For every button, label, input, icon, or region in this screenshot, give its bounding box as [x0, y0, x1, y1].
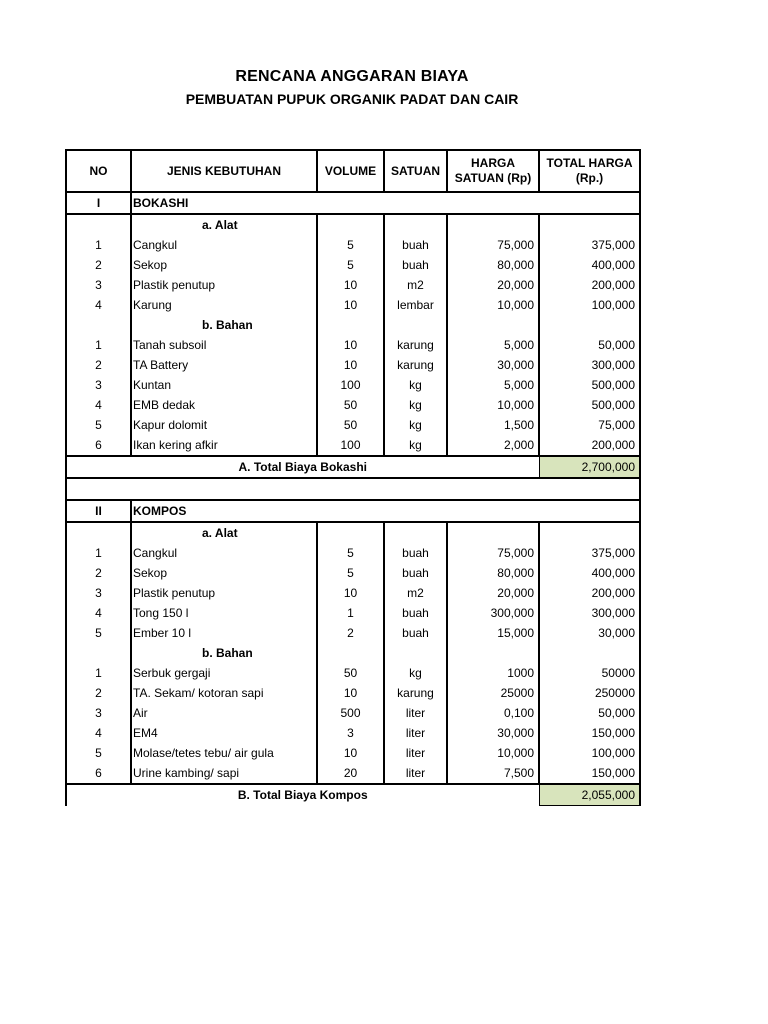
cell-volume: 1	[317, 603, 384, 623]
cell-harga: 10,000	[447, 295, 539, 315]
table-row	[66, 763, 640, 784]
empty-cell	[384, 643, 447, 663]
cell-no: 4	[66, 723, 131, 743]
cell-harga: 0,100	[447, 703, 539, 723]
group-row	[66, 522, 640, 543]
table-row	[66, 335, 640, 355]
cell-harga: 75,000	[447, 543, 539, 563]
table-row	[66, 663, 640, 683]
cell-no: 4	[66, 395, 131, 415]
section-total-amount: 2,055,000	[539, 784, 640, 806]
cell-total: 100,000	[539, 743, 640, 763]
cell-volume: 50	[317, 663, 384, 683]
header-volume: VOLUME	[317, 150, 384, 192]
cell-no: 3	[66, 583, 131, 603]
cell-jenis: Molase/tetes tebu/ air gula	[131, 743, 317, 763]
empty-cell	[539, 522, 640, 543]
cell-satuan: liter	[384, 723, 447, 743]
header-row	[66, 150, 640, 192]
group-row	[66, 315, 640, 335]
cell-total: 100,000	[539, 295, 640, 315]
header-no: NO	[66, 150, 131, 192]
section-total-row	[66, 784, 640, 806]
cell-harga: 30,000	[447, 723, 539, 743]
table-row	[66, 275, 640, 295]
empty-cell	[384, 522, 447, 543]
cell-volume: 100	[317, 435, 384, 456]
table-row	[66, 723, 640, 743]
header-jenis: JENIS KEBUTUHAN	[131, 150, 317, 192]
cell-harga: 75,000	[447, 235, 539, 255]
section-total-label: A. Total Biaya Bokashi	[66, 456, 539, 478]
table-row	[66, 743, 640, 763]
empty-cell	[317, 214, 384, 235]
cell-total: 300,000	[539, 603, 640, 623]
cell-satuan: kg	[384, 395, 447, 415]
spacer-row	[66, 478, 640, 500]
cell-volume: 3	[317, 723, 384, 743]
table-row	[66, 583, 640, 603]
empty-cell	[447, 643, 539, 663]
budget-table	[65, 149, 641, 806]
empty-cell	[539, 315, 640, 335]
cell-total: 200,000	[539, 435, 640, 456]
cell-satuan: karung	[384, 335, 447, 355]
table-row	[66, 415, 640, 435]
cell-volume: 50	[317, 415, 384, 435]
cell-volume: 10	[317, 275, 384, 295]
table-row	[66, 375, 640, 395]
cell-total: 500,000	[539, 395, 640, 415]
cell-jenis: Cangkul	[131, 235, 317, 255]
empty-cell	[447, 315, 539, 335]
cell-harga: 5,000	[447, 375, 539, 395]
cell-total: 200,000	[539, 583, 640, 603]
section-title: BOKASHI	[131, 192, 640, 214]
cell-volume: 10	[317, 683, 384, 703]
group-label: a. Alat	[131, 214, 317, 235]
cell-satuan: buah	[384, 623, 447, 643]
group-no-cell	[66, 522, 131, 543]
group-label: a. Alat	[131, 522, 317, 543]
cell-jenis: Serbuk gergaji	[131, 663, 317, 683]
cell-harga: 20,000	[447, 583, 539, 603]
cell-satuan: karung	[384, 355, 447, 375]
group-row	[66, 643, 640, 663]
cell-no: 3	[66, 375, 131, 395]
cell-harga: 25000	[447, 683, 539, 703]
cell-jenis: Plastik penutup	[131, 275, 317, 295]
cell-harga: 5,000	[447, 335, 539, 355]
cell-volume: 5	[317, 563, 384, 583]
section-total-label: B. Total Biaya Kompos	[66, 784, 539, 806]
cell-harga: 80,000	[447, 255, 539, 275]
document-subtitle: PEMBUATAN PUPUK ORGANIK PADAT DAN CAIR	[185, 91, 519, 107]
section-row	[66, 500, 640, 522]
cell-jenis: Ember 10 l	[131, 623, 317, 643]
group-row	[66, 214, 640, 235]
cell-jenis: Plastik penutup	[131, 583, 317, 603]
cell-satuan: kg	[384, 663, 447, 683]
table-row	[66, 623, 640, 643]
cell-jenis: Kuntan	[131, 375, 317, 395]
cell-satuan: buah	[384, 255, 447, 275]
cell-jenis: Air	[131, 703, 317, 723]
cell-harga: 80,000	[447, 563, 539, 583]
cell-harga: 2,000	[447, 435, 539, 456]
cell-no: 1	[66, 663, 131, 683]
empty-cell	[317, 643, 384, 663]
cell-satuan: liter	[384, 763, 447, 784]
section-number: I	[66, 192, 131, 214]
cell-satuan: kg	[384, 375, 447, 395]
section-total-row	[66, 456, 640, 478]
cell-volume: 10	[317, 355, 384, 375]
cell-total: 50,000	[539, 335, 640, 355]
cell-no: 2	[66, 683, 131, 703]
table-body	[66, 192, 640, 806]
empty-cell	[384, 315, 447, 335]
cell-volume: 100	[317, 375, 384, 395]
cell-no: 6	[66, 435, 131, 456]
cell-jenis: Sekop	[131, 563, 317, 583]
cell-no: 1	[66, 235, 131, 255]
cell-satuan: karung	[384, 683, 447, 703]
empty-cell	[447, 522, 539, 543]
cell-satuan: m2	[384, 275, 447, 295]
section-total-amount: 2,700,000	[539, 456, 640, 478]
table-row	[66, 435, 640, 456]
cell-jenis: Kapur dolomit	[131, 415, 317, 435]
cell-no: 5	[66, 623, 131, 643]
cell-harga: 1,500	[447, 415, 539, 435]
cell-jenis: Sekop	[131, 255, 317, 275]
cell-total: 50000	[539, 663, 640, 683]
cell-total: 30,000	[539, 623, 640, 643]
cell-satuan: liter	[384, 703, 447, 723]
cell-total: 300,000	[539, 355, 640, 375]
header-satuan: SATUAN	[384, 150, 447, 192]
cell-total: 500,000	[539, 375, 640, 395]
cell-volume: 10	[317, 295, 384, 315]
cell-volume: 5	[317, 235, 384, 255]
table-row	[66, 603, 640, 623]
empty-cell	[539, 214, 640, 235]
cell-satuan: buah	[384, 563, 447, 583]
cell-jenis: EM4	[131, 723, 317, 743]
cell-volume: 50	[317, 395, 384, 415]
cell-total: 375,000	[539, 543, 640, 563]
empty-cell	[447, 214, 539, 235]
cell-no: 2	[66, 255, 131, 275]
cell-no: 3	[66, 275, 131, 295]
group-label: b. Bahan	[131, 315, 317, 335]
table-row	[66, 543, 640, 563]
cell-volume: 10	[317, 335, 384, 355]
cell-volume: 500	[317, 703, 384, 723]
cell-total: 400,000	[539, 255, 640, 275]
table-row	[66, 355, 640, 375]
table-row	[66, 235, 640, 255]
cell-harga: 10,000	[447, 743, 539, 763]
cell-no: 2	[66, 355, 131, 375]
table-row	[66, 703, 640, 723]
cell-satuan: m2	[384, 583, 447, 603]
cell-total: 250000	[539, 683, 640, 703]
cell-jenis: Karung	[131, 295, 317, 315]
cell-harga: 20,000	[447, 275, 539, 295]
cell-jenis: TA Battery	[131, 355, 317, 375]
cell-harga: 30,000	[447, 355, 539, 375]
spacer-cell	[66, 478, 640, 500]
section-number: II	[66, 500, 131, 522]
cell-jenis: Tong 150 l	[131, 603, 317, 623]
cell-jenis: Tanah subsoil	[131, 335, 317, 355]
cell-no: 4	[66, 603, 131, 623]
cell-volume: 10	[317, 743, 384, 763]
cell-no: 1	[66, 543, 131, 563]
group-no-cell	[66, 214, 131, 235]
header-total: TOTAL HARGA (Rp.)	[539, 150, 640, 192]
cell-harga: 15,000	[447, 623, 539, 643]
cell-total: 200,000	[539, 275, 640, 295]
cell-total: 400,000	[539, 563, 640, 583]
cell-jenis: Ikan kering afkir	[131, 435, 317, 456]
cell-satuan: liter	[384, 743, 447, 763]
group-no-cell	[66, 643, 131, 663]
group-label: b. Bahan	[131, 643, 317, 663]
cell-total: 50,000	[539, 703, 640, 723]
group-no-cell	[66, 315, 131, 335]
cell-no: 2	[66, 563, 131, 583]
cell-satuan: kg	[384, 435, 447, 456]
cell-total: 75,000	[539, 415, 640, 435]
cell-satuan: buah	[384, 603, 447, 623]
cell-jenis: EMB dedak	[131, 395, 317, 415]
cell-satuan: buah	[384, 235, 447, 255]
cell-no: 3	[66, 703, 131, 723]
cell-no: 5	[66, 743, 131, 763]
document-title: RENCANA ANGGARAN BIAYA	[235, 68, 469, 85]
empty-cell	[539, 643, 640, 663]
header-harga: HARGA SATUAN (Rp)	[447, 150, 539, 192]
cell-satuan: lembar	[384, 295, 447, 315]
cell-harga: 10,000	[447, 395, 539, 415]
cell-harga: 300,000	[447, 603, 539, 623]
table-row	[66, 683, 640, 703]
section-title: KOMPOS	[131, 500, 640, 522]
cell-no: 5	[66, 415, 131, 435]
cell-volume: 5	[317, 255, 384, 275]
table-row	[66, 395, 640, 415]
cell-volume: 20	[317, 763, 384, 784]
cell-harga: 7,500	[447, 763, 539, 784]
cell-jenis: Cangkul	[131, 543, 317, 563]
cell-volume: 10	[317, 583, 384, 603]
cell-satuan: kg	[384, 415, 447, 435]
cell-total: 150,000	[539, 763, 640, 784]
cell-jenis: TA. Sekam/ kotoran sapi	[131, 683, 317, 703]
section-row	[66, 192, 640, 214]
cell-satuan: buah	[384, 543, 447, 563]
empty-cell	[317, 315, 384, 335]
table-row	[66, 563, 640, 583]
cell-volume: 2	[317, 623, 384, 643]
cell-total: 150,000	[539, 723, 640, 743]
empty-cell	[384, 214, 447, 235]
cell-jenis: Urine kambing/ sapi	[131, 763, 317, 784]
table-row	[66, 295, 640, 315]
table-row	[66, 255, 640, 275]
cell-total: 375,000	[539, 235, 640, 255]
cell-no: 1	[66, 335, 131, 355]
cell-no: 4	[66, 295, 131, 315]
cell-harga: 1000	[447, 663, 539, 683]
empty-cell	[317, 522, 384, 543]
cell-volume: 5	[317, 543, 384, 563]
cell-no: 6	[66, 763, 131, 784]
